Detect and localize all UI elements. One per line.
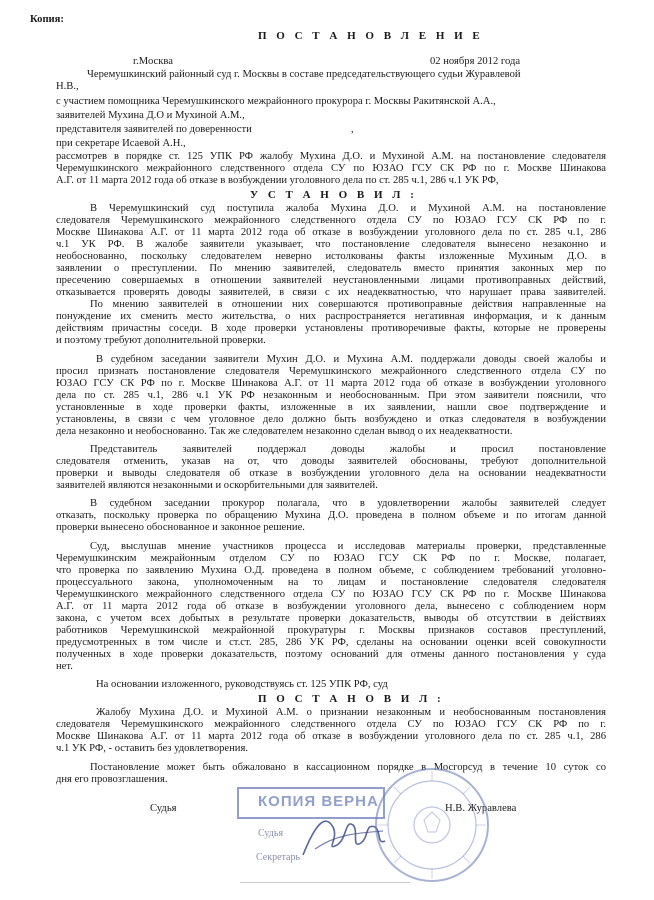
section-heading-postanovil: П О С Т А Н О В И Л : — [258, 693, 445, 705]
prosecutor-line: с участием помощника Черемушкинского межрайонного прокурора г. Москвы Ракитянской А.А., — [56, 96, 496, 107]
paragraph-line: просил признать постановление следователя Черемушкинского межрайонного следственного отдела СУ по — [56, 366, 606, 377]
footer-line — [240, 882, 410, 883]
basis-line: На основании изложенного, руководствуясь ст. 125 УПК РФ, суд — [96, 679, 388, 690]
paragraph-line: Суд, выслушав мнение участников процесса и исследовав материалы проверки, представленные — [90, 541, 606, 552]
paragraph-line: проверки и выводы следователя об отказе в возбуждении уголовного дела на основании неадекватности — [56, 468, 606, 479]
paragraph-line: В судебном заседании заявители Мухин Д.О. и Мухина А.М. поддержали доводы своей жалобы и — [96, 354, 606, 365]
paragraph-line: работников Черемушкинской межрайонной прокуратуры г. Москвы признаков составов преступлений, — [56, 625, 606, 636]
paragraph-line: и поэтому требуют дополнительной проверки. — [56, 335, 266, 346]
appeal-line: дня его провозглашения. — [56, 774, 168, 785]
representative-line: представителя заявителей по доверенности — [56, 124, 252, 135]
ruling-line: следователя Черемушкинского межрайонного следственного отдела СУ по ЮЗАО ГСУ СК РФ по г. — [56, 719, 606, 730]
paragraph-line: Черемушкинским межрайонным отделом СУ по ЮЗАО ГСУ СК РФ по г. Москве, полагает, — [56, 553, 606, 564]
ruling-line: Жалобу Мухина Д.О. и Мухиной А.М. о признании незаконным и необоснованным постановления — [96, 707, 606, 718]
paragraph-line: А.Г. от 11 марта 2012 года об отказе в возбуждении уголовного дела, вынесено с соблюдением норм — [56, 601, 606, 612]
paragraph-line: закона, с учетом всех добытых в результате проверки доказательств, выводы об отсутствии в действиях — [56, 613, 606, 624]
intro-line: рассмотрев в порядке ст. 125 УПК РФ жалобу Мухина Д.О. и Мухиной А.М. на постановление следователя — [56, 151, 606, 162]
paragraph-line: По мнению заявителей в отношении них совершаются противоправные действия направленные на — [90, 299, 606, 310]
paragraph-line: отказывается проверять доводы заявителей, в связи с их неадекватностью, что нарушает права заявителей. — [56, 287, 606, 298]
applicants-line: заявителей Мухина Д.О и Мухиной А.М., — [56, 110, 245, 121]
stamp-text: КОПИЯ ВЕРНА — [258, 793, 379, 810]
paragraph-line: следователя отменить, указав на от, что доводы заявителей обоснованы, требуют дополнительной — [56, 456, 606, 467]
ruling-line: ч.1 УК РФ, - оставить без удовлетворения. — [56, 743, 248, 754]
paragraph-line: Черемушкинского межрайонного следственного отдела СУ по ЮЗАО ГСУ СК РФ по г. Москве Шинакова — [56, 589, 606, 600]
paragraph-line: установленные в ходе проверки факты, изложенные в их заявлении, нашли свое подтверждение и — [56, 402, 606, 413]
signature-icon — [295, 805, 390, 865]
court-composition: Черемушкинский районный суд г. Москвы в составе председательствующего судьи Журавлевой — [87, 69, 521, 80]
stamp-secretary-label: Секретарь — [256, 852, 301, 863]
paragraph-line: полученных в ходе проверки доказательств, поэтому оснований для отмены данного постановления у суда — [56, 649, 606, 660]
paragraph-line: дела незаконно и необоснованно. Так же следователем незаконно сделан вывод о их неадекватности. — [56, 426, 513, 437]
judge-name: Н.В. Журавлева — [445, 803, 517, 814]
paragraph-line: заявителей являются незаконными и оскорбительными для заявителей. — [56, 480, 378, 491]
paragraph-line: В судебном заседании прокурор полагала, что в удовлетворении жалобы заявителей следует — [90, 498, 606, 509]
paragraph-line: ч.1 УК РФ. В жалобе заявители указывает, что постановление следователя вынесено незаконно и — [56, 239, 606, 250]
judge-label: Судья — [150, 803, 177, 814]
secretary-line: при секретаре Исаевой А.Н., — [56, 138, 186, 149]
date: 02 ноября 2012 года — [430, 56, 521, 67]
paragraph-line: установлены, в связи с чем уголовное дело должно быть возбуждено и отказ следователя в возбуждении — [56, 414, 606, 425]
intro-line: Черемушкинского межрайонного следственного отдела СУ по ЮЗАО ГСУ СК РФ по г. Москве Шинакова — [56, 163, 606, 174]
paragraph-line: необоснованно, поскольку следователем неверно истолкованы факты изложенные Мухиным Д.О. в — [56, 251, 606, 262]
paragraph-line: проверки вынесено обоснованное и законное решение. — [56, 522, 305, 533]
ruling-line: Москве Шинакова А.Г. от 11 марта 2012 года об отказе в возбуждении уголовного дела по ст. 285 ч.1, 286 — [56, 731, 606, 742]
paragraph-line: понуждение их сменить место жительства, о них распространяется негативная информация, и к данным — [56, 311, 606, 322]
intro-line: А.Г. от 11 марта 2012 года об отказе в возбуждении уголовного дела по ст. 285 ч.1, 286 ч.1 УК РФ, — [56, 175, 499, 186]
section-heading-ustanovil: У С Т А Н О В И Л : — [250, 189, 418, 201]
paragraph-line: заявлении о преступлении. По мнению заявителей, следователь вместо принятия законных мер по — [56, 263, 606, 274]
paragraph-line: пресечению совершаемых в отношении заявителей неустановленными лицами противоправных действий, — [56, 275, 606, 286]
paragraph-line: ЮЗАО ГСУ СК РФ по г. Москве Шинакова А.Г. от 11 марта 2012 года об отказе в возбуждении уголовного — [56, 378, 606, 389]
representative-comma: , — [351, 124, 354, 135]
paragraph-line: дела по ст. 285 ч.1, 286 ч.1 УК РФ незаконным и необоснованным. При этом заявители пояснили, что — [56, 390, 606, 401]
paragraph-line: действиям причастны соседи. В ходе проверки установлены противоречивые факты, которые не проверены — [56, 323, 606, 334]
paragraph-line: процессуального закона, уполномоченным на то лицам и постановление следователя следователя — [56, 577, 606, 588]
paragraph-line: следователя Черемушкинского межрайонного следственного отдела СУ по ЮЗАО ГСУ СК РФ по г. — [56, 215, 606, 226]
paragraph-line: Представитель заявителей поддержал доводы жалобы и просил постановление — [90, 444, 606, 455]
paragraph-line: что проверка по заявлению Мухина О.Д. проведена в полном объеме, с соблюдением требований уголовно- — [56, 565, 606, 576]
city: г.Москва — [133, 56, 173, 67]
copy-label: Копия: — [30, 14, 64, 25]
certification-stamp — [236, 786, 386, 820]
paragraph-line: отказать, поскольку проверка по обращению Мухина Д.О. проведена в полном объеме и по итогам данной — [56, 510, 606, 521]
court-composition-cont: Н.В., — [56, 81, 79, 92]
appeal-line: Постановление может быть обжаловано в кассационном порядке в Мосгорсуд в течение 10 суток со — [90, 762, 606, 773]
stamp-judge-label: Судья — [258, 828, 284, 839]
paragraph-line: предусмотренных в том числе и ст.ст. 285, 286 УК РФ, сделаны на основании оценки всей совокупности — [56, 637, 606, 648]
document-title: П О С Т А Н О В Л Е Н И Е — [258, 30, 484, 42]
paragraph-line: Москве Шинакова А.Г. от 11 марта 2012 года об отказе в возбуждении уголовного дела по ст. 285 ч.1, 286 — [56, 227, 606, 238]
paragraph-line: В Черемушкинский суд поступила жалоба Мухина Д.О. и Мухиной А.М. на постановление — [90, 203, 606, 214]
paragraph-line: нет. — [56, 661, 73, 672]
